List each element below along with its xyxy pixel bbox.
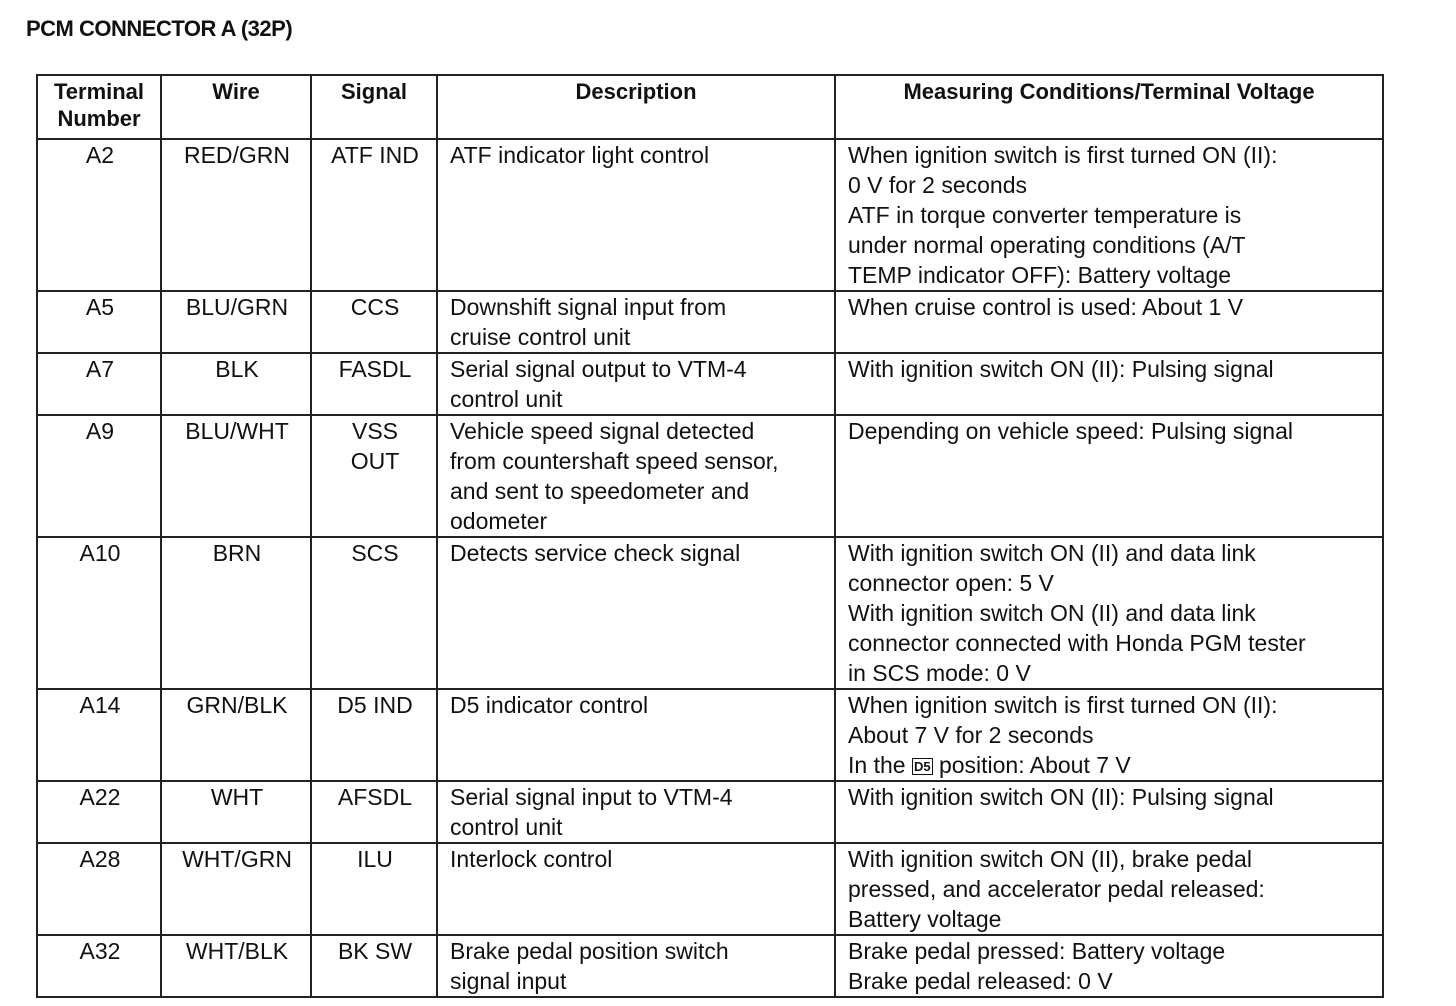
wire-cell	[161, 353, 311, 415]
description-line: Serial signal input to VTM-4	[450, 784, 733, 810]
description-cell	[437, 291, 835, 353]
description-line: Brake pedal position switch	[450, 938, 729, 964]
wire-color: BLU/GRN	[185, 294, 289, 320]
table-row	[37, 781, 1383, 843]
terminal-number: A10	[79, 540, 121, 566]
conditions-cell	[835, 843, 1383, 935]
table-row	[37, 415, 1383, 537]
description-line: Serial signal output to VTM-4	[450, 356, 747, 382]
condition-line: Depending on vehicle speed: Pulsing signal	[848, 418, 1293, 444]
condition-line: With ignition switch ON (II): Pulsing signal	[848, 784, 1274, 810]
condition-line: When cruise control is used: About 1 V	[848, 294, 1244, 320]
description-line: Vehicle speed signal detected	[450, 418, 755, 444]
wire-color: RED/GRN	[183, 142, 291, 168]
table-row	[37, 139, 1383, 291]
wire-cell	[161, 537, 311, 689]
signal-cell	[311, 537, 437, 689]
header-terminal-number: Terminal Number	[37, 75, 161, 139]
description-cell	[437, 353, 835, 415]
terminal-cell	[37, 843, 161, 935]
condition-line: pressed, and accelerator pedal released:	[848, 876, 1265, 902]
wire-cell	[161, 291, 311, 353]
condition-line: Brake pedal pressed: Battery voltage	[848, 938, 1226, 964]
condition-line: With ignition switch ON (II), brake pedal	[848, 846, 1252, 872]
signal-cell	[311, 415, 437, 537]
condition-line: About 7 V for 2 seconds	[848, 722, 1094, 748]
header-wire: Wire	[161, 75, 311, 139]
wire-color: WHT/GRN	[182, 846, 292, 872]
description-line: cruise control unit	[450, 324, 631, 350]
condition-line: connector open: 5 V	[848, 570, 1054, 596]
terminal-cell	[37, 689, 161, 781]
terminal-cell	[37, 935, 161, 997]
wire-color: WHT	[210, 784, 264, 810]
conditions-cell	[835, 689, 1383, 781]
condition-line: With ignition switch ON (II): Pulsing signal	[848, 356, 1274, 382]
wire-cell	[161, 935, 311, 997]
table-row	[37, 353, 1383, 415]
condition-line: Battery voltage	[848, 906, 1002, 932]
description-line: Downshift signal input from	[450, 294, 727, 320]
wire-cell	[161, 843, 311, 935]
signal-cell	[311, 843, 437, 935]
conditions-cell	[835, 415, 1383, 537]
table-row	[37, 537, 1383, 689]
condition-line: 0 V for 2 seconds	[848, 172, 1027, 198]
wire-color: WHT/BLK	[185, 938, 289, 964]
signal-name: CCS	[350, 294, 400, 320]
condition-text-before: In the	[848, 752, 912, 778]
description-line: control unit	[450, 386, 563, 412]
header-conditions: Measuring Conditions/Terminal Voltage	[835, 75, 1383, 139]
description-line: from countershaft speed sensor,	[450, 448, 779, 474]
description-line: control unit	[450, 814, 563, 840]
signal-name: FASDL	[338, 356, 412, 382]
terminal-cell	[37, 291, 161, 353]
terminal-number: A14	[79, 692, 121, 718]
signal-cell	[311, 353, 437, 415]
signal-name: D5 IND	[337, 692, 413, 718]
condition-line: When ignition switch is first turned ON (II):	[848, 142, 1278, 168]
signal-name: ILU	[357, 846, 393, 872]
condition-line: under normal operating conditions (A/T	[848, 232, 1246, 258]
condition-line: With ignition switch ON (II) and data link	[848, 600, 1256, 626]
condition-line: in SCS mode: 0 V	[848, 660, 1031, 686]
terminal-table	[36, 74, 1384, 998]
terminal-cell	[37, 781, 161, 843]
description-cell	[437, 537, 835, 689]
wire-cell	[161, 689, 311, 781]
conditions-cell	[835, 353, 1383, 415]
terminal-number: A7	[85, 356, 115, 382]
terminal-cell	[37, 537, 161, 689]
signal-cell	[311, 689, 437, 781]
condition-line: Brake pedal released: 0 V	[848, 968, 1113, 994]
header-description: Description	[437, 75, 835, 139]
condition-text-after: position: About 7 V	[932, 752, 1131, 778]
terminal-number: A2	[85, 142, 115, 168]
condition-line: ATF in torque converter temperature is	[848, 202, 1242, 228]
terminal-number: A5	[85, 294, 115, 320]
wire-color: BLU/WHT	[185, 418, 289, 444]
signal-cell	[311, 781, 437, 843]
signal-cell	[311, 291, 437, 353]
conditions-cell	[835, 291, 1383, 353]
condition-line: With ignition switch ON (II) and data link	[848, 540, 1256, 566]
description-line: Interlock control	[450, 846, 613, 872]
description-line: signal input	[450, 968, 567, 994]
page-title: PCM CONNECTOR A (32P)	[26, 16, 293, 41]
d5-position-icon: D5	[913, 759, 931, 774]
wire-cell	[161, 415, 311, 537]
signal-name: AFSDL	[337, 784, 413, 810]
terminal-cell	[37, 415, 161, 537]
conditions-cell	[835, 935, 1383, 997]
conditions-cell	[835, 537, 1383, 689]
signal-name: ATF IND	[331, 142, 419, 168]
terminal-number: A22	[79, 784, 121, 810]
wire-color: BLK	[215, 356, 259, 382]
description-line: odometer	[450, 508, 548, 534]
table-row	[37, 935, 1383, 997]
description-cell	[437, 689, 835, 781]
conditions-cell	[835, 139, 1383, 291]
terminal-number: A28	[79, 846, 121, 872]
header-signal: Signal	[311, 75, 437, 139]
conditions-cell	[835, 781, 1383, 843]
signal-name: OUT	[350, 448, 400, 474]
terminal-cell	[37, 139, 161, 291]
table-row	[37, 843, 1383, 935]
signal-cell	[311, 139, 437, 291]
description-cell	[437, 139, 835, 291]
table-row	[37, 291, 1383, 353]
terminal-number: A32	[79, 938, 121, 964]
description-line: D5 indicator control	[450, 692, 649, 718]
terminal-number: A9	[85, 418, 115, 444]
condition-line	[848, 750, 1372, 780]
table-row	[37, 689, 1383, 781]
table-header-row	[37, 75, 1383, 139]
signal-name: VSS	[351, 418, 399, 444]
description-line: ATF indicator light control	[450, 142, 710, 168]
condition-line: TEMP indicator OFF): Battery voltage	[848, 262, 1232, 288]
description-cell	[437, 843, 835, 935]
signal-name: BK SW	[337, 938, 413, 964]
signal-name: SCS	[351, 540, 399, 566]
description-cell	[437, 415, 835, 537]
terminal-cell	[37, 353, 161, 415]
description-cell	[437, 781, 835, 843]
wire-color: BRN	[212, 540, 262, 566]
condition-line: connector connected with Honda PGM tester	[848, 630, 1306, 656]
description-line: and sent to speedometer and	[450, 478, 750, 504]
wire-color: GRN/BLK	[186, 692, 288, 718]
wire-cell	[161, 781, 311, 843]
wire-cell	[161, 139, 311, 291]
signal-cell	[311, 935, 437, 997]
description-cell	[437, 935, 835, 997]
condition-line: When ignition switch is first turned ON (II):	[848, 692, 1278, 718]
description-line: Detects service check signal	[450, 540, 741, 566]
